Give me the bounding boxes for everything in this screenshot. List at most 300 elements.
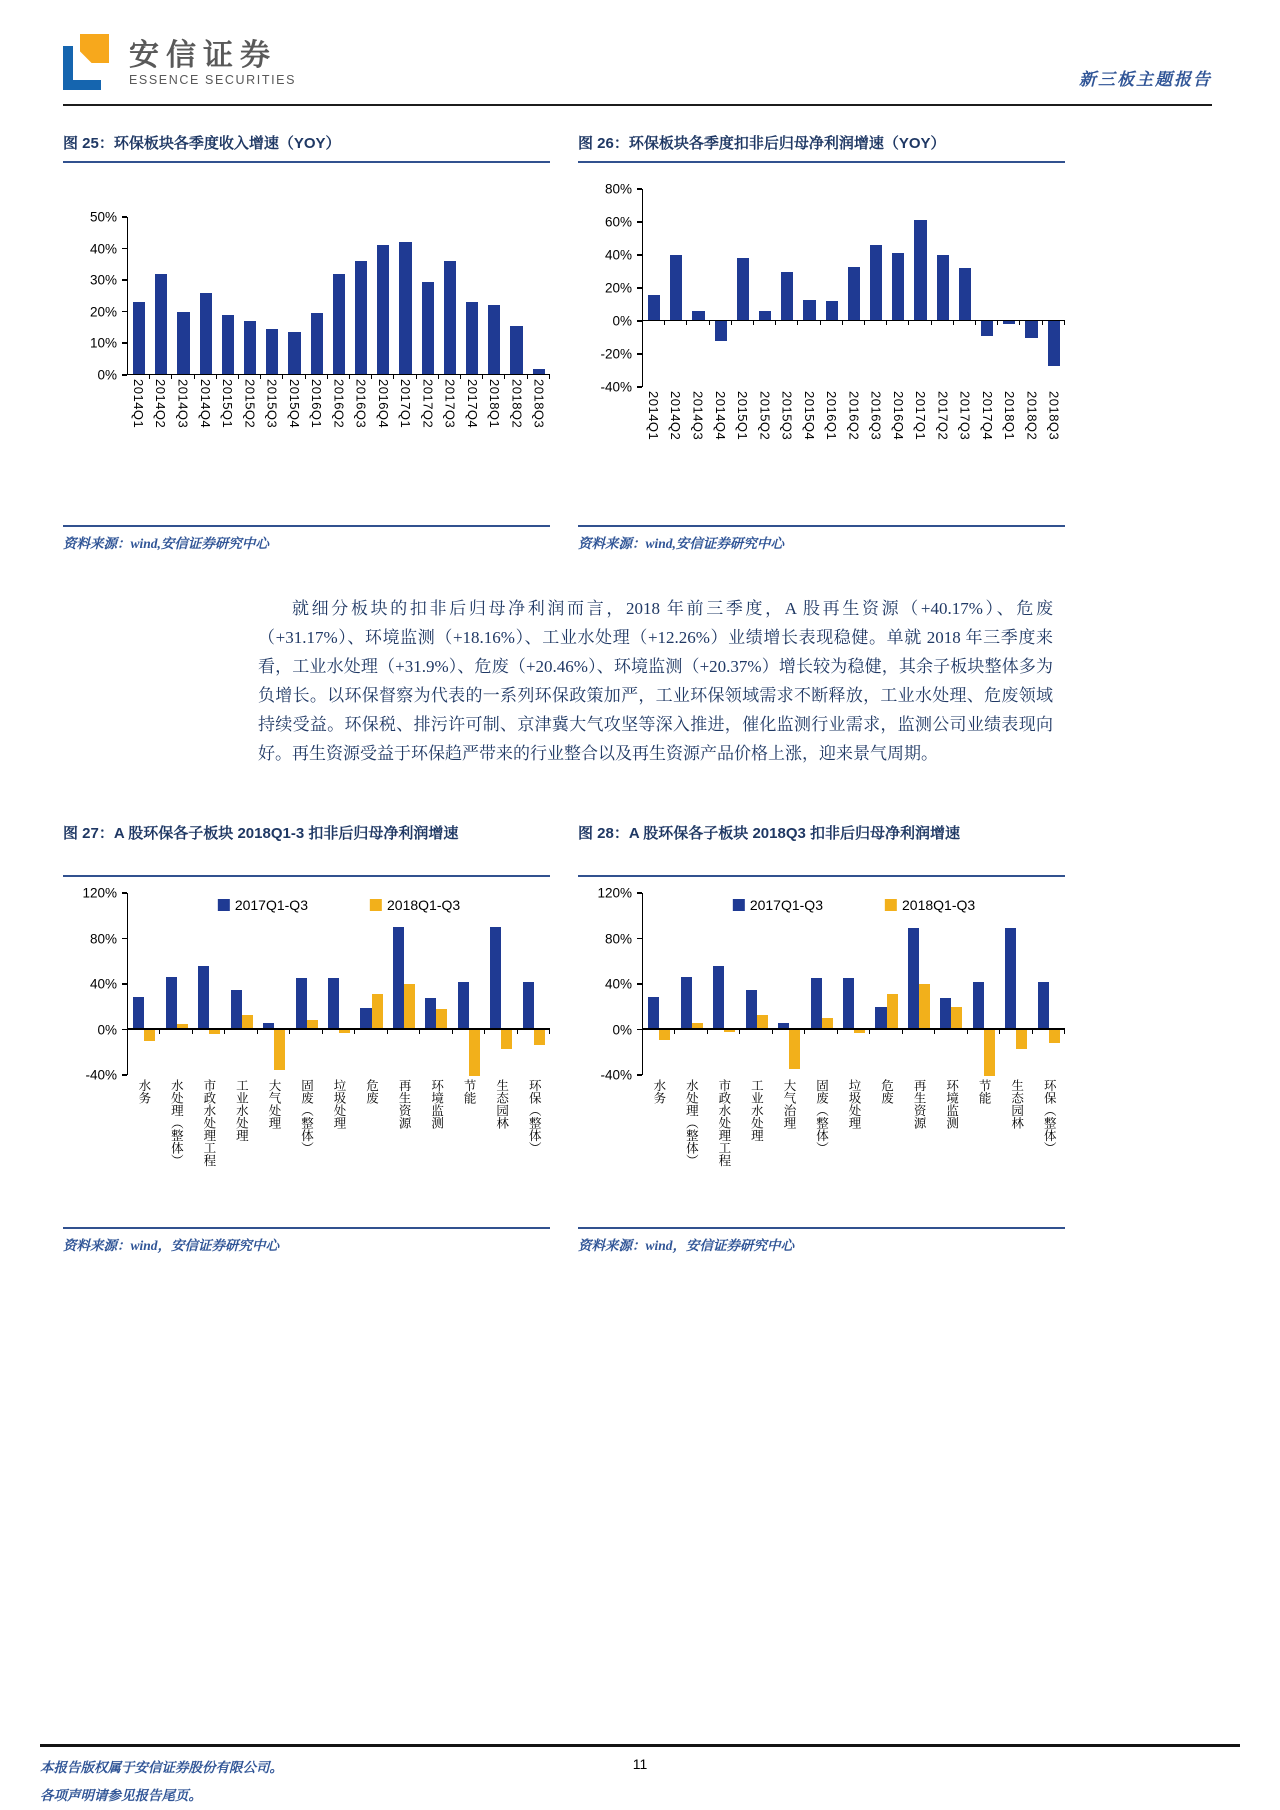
bar [715, 321, 727, 341]
x-axis-tick-mark [686, 321, 687, 325]
y-axis-tick-label: -40% [600, 1067, 632, 1083]
x-axis-label [283, 379, 305, 428]
x-axis-label [865, 391, 887, 440]
figure-27-source: 资料来源：wind，安信证券研究中心 [63, 1227, 550, 1254]
bar-group [518, 893, 550, 1075]
x-axis-label [327, 379, 349, 428]
bar [444, 261, 456, 375]
bar [892, 253, 904, 321]
axis-corner [578, 387, 642, 440]
x-axis-label-text: 2017Q1 [913, 391, 929, 441]
bar-group [323, 893, 355, 1075]
bar-group [485, 893, 517, 1075]
x-axis-tick-mark [416, 375, 417, 379]
x-axis-tick-mark [354, 1030, 355, 1034]
x-axis-label [887, 391, 909, 440]
bar [959, 268, 971, 321]
x-axis-label [420, 1079, 453, 1167]
x-axis-label [149, 379, 171, 428]
x-axis-label [870, 1079, 903, 1167]
bar [875, 1007, 886, 1030]
page-number: 11 [632, 1756, 648, 1772]
plot-area [642, 893, 1065, 1075]
bar [436, 1009, 447, 1029]
bar-group [225, 893, 257, 1075]
x-axis-label-text: 2015Q3 [264, 379, 280, 429]
x-axis-label [837, 1079, 870, 1167]
x-axis-tick-mark [664, 321, 665, 325]
x-axis-label [483, 379, 505, 428]
x-axis-label [192, 1079, 225, 1167]
x-axis-label [902, 1079, 935, 1167]
axis-corner [63, 1075, 127, 1167]
x-axis-tick-mark [886, 321, 887, 325]
figure-27-chart [63, 885, 550, 1167]
x-axis-label [394, 379, 416, 428]
legend-label: 2018Q1-Q3 [902, 897, 976, 913]
bar-group [128, 893, 160, 1075]
x-axis-label [1000, 1079, 1033, 1167]
x-axis-label-text: 2014Q4 [712, 391, 728, 441]
bar [1003, 321, 1015, 324]
bar-group [528, 217, 550, 375]
bar-group [195, 217, 217, 375]
page-footer [40, 1744, 1240, 1810]
x-axis-label [172, 379, 194, 428]
x-axis-label [820, 391, 842, 440]
x-axis-label-text: 2018Q2 [1024, 391, 1040, 441]
bar [648, 295, 660, 321]
bar [231, 990, 242, 1030]
body-paragraph: 就细分板块的扣非后归母净利润而言，2018 年前三季度，A 股再生资源（+40.17%）、危废（+31.17%）、环境监测（+18.16%）、工业水处理（+12.26%）业绩增长表现稳健。单就 2018 年三季度来看，工业水处理（+31.9%）、危废（+20.46%）、环境监测（+20.37%）增长较为稳健，其余子板块整体多为负增长。以环保督察为代表的一系列环保政策加严，工业环保领域需求不断释放，工业水处理、危废领域持续受益。环保税、排污许可制、京津冀大气攻坚等深入推进，催化监测行业需求，监测公司业绩表现向好。再生资源受益于环保趋严带来的行业整合以及再生资源产品价格上涨，迎来景气周期。 [258, 599, 1053, 763]
bar [919, 984, 930, 1030]
bar [981, 321, 993, 336]
x-axis-label-text: 环保（整体） [527, 1079, 542, 1154]
logo-blue-shape [63, 46, 101, 90]
bar [393, 927, 404, 1029]
x-axis-label-text: 2016Q1 [824, 391, 840, 441]
bar [425, 998, 436, 1030]
x-axis-label-text: 工业水处理 [749, 1079, 764, 1142]
x-axis-label-text: 2015Q2 [757, 391, 773, 441]
x-axis-label-text: 环境监测 [944, 1079, 959, 1129]
bar [781, 272, 793, 322]
x-axis-tick-mark [549, 1030, 550, 1034]
x-axis-label-text: 2014Q2 [668, 391, 684, 441]
bar-group [968, 893, 1000, 1075]
bar [1005, 928, 1016, 1029]
bar-group [328, 217, 350, 375]
bar-group [283, 217, 305, 375]
x-axis-labels [127, 1075, 550, 1167]
x-axis-label-text: 2017Q1 [398, 379, 414, 429]
y-axis-tick-label: 50% [89, 209, 117, 225]
bar-group [1000, 893, 1032, 1075]
x-axis-label-text: 2018Q2 [509, 379, 525, 429]
bar [908, 928, 919, 1029]
bar [288, 332, 300, 375]
x-axis-label-text: 2016Q4 [890, 391, 906, 441]
bar [648, 997, 659, 1030]
x-axis-label [798, 391, 820, 440]
x-axis-label-text: 2014Q1 [130, 379, 146, 429]
bar [534, 1030, 545, 1046]
plot-area [127, 217, 550, 375]
x-axis-label [194, 379, 216, 428]
bar-group [372, 217, 394, 375]
x-axis-tick-mark [282, 375, 283, 379]
y-axis-tick-label: 40% [604, 976, 632, 992]
x-axis-label-text: 2018Q1 [1002, 391, 1018, 441]
bar [311, 313, 323, 375]
figure-28 [578, 822, 1065, 1254]
x-axis-tick-mark [908, 321, 909, 325]
bar [333, 274, 345, 375]
x-axis-label-text: 2015Q1 [735, 391, 751, 441]
x-axis-label [1021, 391, 1043, 440]
figure-25-title: 图 25：环保板块各季度收入增速（YOY） [63, 132, 550, 163]
bar [466, 302, 478, 375]
y-axis-tick-label: 0% [97, 1022, 117, 1037]
x-axis-label-text: 2017Q4 [464, 379, 480, 429]
bar [973, 982, 984, 1030]
figure-28-chart [578, 885, 1065, 1167]
bar-group [350, 217, 372, 375]
x-axis-label [517, 1079, 550, 1167]
bar [737, 258, 749, 321]
x-axis-label-text: 2016Q3 [868, 391, 884, 441]
bar-group [150, 217, 172, 375]
y-axis-tick-label: 30% [89, 272, 117, 288]
figure-26-chart [578, 181, 1065, 441]
legend-label: 2018Q1-Q3 [387, 897, 461, 913]
x-axis-label-text: 生态园林 [1009, 1079, 1024, 1129]
figure-26 [578, 132, 1065, 552]
legend-item [218, 897, 308, 913]
x-axis-label [387, 1079, 420, 1167]
bar [523, 982, 534, 1030]
bar [328, 978, 339, 1029]
x-axis-tick-mark [527, 375, 528, 379]
bar-group [932, 189, 954, 387]
legend-item [733, 897, 823, 913]
bar [490, 927, 501, 1029]
bar-group [843, 189, 865, 387]
bar-group [675, 893, 707, 1075]
x-axis-label [216, 379, 238, 428]
plot-area [127, 893, 550, 1075]
x-axis-label [372, 379, 394, 428]
bar-group [903, 893, 935, 1075]
bar [422, 282, 434, 375]
y-axis-tick-label: 20% [89, 304, 117, 320]
x-axis-tick-mark [149, 375, 150, 379]
bar [746, 990, 757, 1030]
x-axis-label-text: 市政水处理工程 [716, 1079, 731, 1167]
bar-group [821, 189, 843, 387]
x-axis-tick-mark [257, 1030, 258, 1034]
x-axis-label [528, 379, 550, 428]
x-axis-label [642, 391, 664, 440]
bar-group [1033, 893, 1065, 1075]
x-axis-label [675, 1079, 708, 1167]
x-axis-label-text: 节能 [977, 1079, 992, 1104]
y-axis-tick-label: 0% [612, 313, 632, 329]
logo-cube-icon [63, 34, 113, 92]
x-axis-tick-mark [842, 321, 843, 325]
x-axis-label-text: 2016Q1 [309, 379, 325, 429]
x-axis-label-text: 再生资源 [397, 1079, 412, 1129]
x-axis-tick-mark [549, 375, 550, 379]
x-axis-tick-mark [216, 375, 217, 379]
figure-28-title: 图 28：A 股环保各子板块 2018Q3 扣非后归母净利润增速 [578, 822, 1065, 877]
x-axis-label [967, 1079, 1000, 1167]
figure-25-source: 资料来源：wind,安信证券研究中心 [63, 525, 550, 552]
x-axis-label-text: 水处理（整体） [684, 1079, 699, 1167]
y-axis-tick-label: 80% [604, 181, 632, 197]
x-axis-label [416, 379, 438, 428]
legend-swatch [885, 899, 897, 911]
x-axis-tick-mark [327, 375, 328, 379]
x-axis-label [642, 1079, 675, 1167]
x-axis-tick-mark [224, 1030, 225, 1034]
x-axis-tick-mark [159, 1030, 160, 1034]
x-axis-label [842, 391, 864, 440]
x-axis-label [506, 379, 528, 428]
zero-axis-line [128, 374, 550, 376]
bar-group [687, 189, 709, 387]
x-axis-tick-mark [1064, 321, 1065, 325]
x-axis-label [127, 1079, 160, 1167]
bar [713, 966, 724, 1030]
x-axis-tick-mark [194, 375, 195, 379]
x-axis-label-text: 2017Q4 [979, 391, 995, 441]
x-axis-tick-mark [1019, 321, 1020, 325]
x-axis-tick-mark [997, 321, 998, 325]
bar-group [160, 893, 192, 1075]
x-axis-tick-mark [460, 375, 461, 379]
x-axis-label-text: 再生资源 [912, 1079, 927, 1129]
bar [222, 315, 234, 375]
bar [377, 245, 389, 375]
bar-group [290, 893, 322, 1075]
bar-group [1020, 189, 1042, 387]
x-axis-tick-mark [902, 1030, 903, 1034]
x-axis-tick-mark [999, 1030, 1000, 1034]
x-axis-label-text: 2016Q4 [375, 379, 391, 429]
bar-group [258, 893, 290, 1075]
x-axis-tick-mark [775, 321, 776, 325]
x-axis-label-text: 垃圾处理 [332, 1079, 347, 1129]
y-axis [578, 885, 642, 1083]
x-axis-tick-mark [931, 321, 932, 325]
x-axis-tick-mark [709, 321, 710, 325]
bar-group [954, 189, 976, 387]
x-axis-label-text: 水务 [136, 1079, 151, 1104]
x-axis-tick-mark [1042, 321, 1043, 325]
y-axis-tick-label: -40% [600, 379, 632, 395]
bar [488, 305, 500, 375]
x-axis-label-text: 2014Q1 [645, 391, 661, 441]
bar-group [306, 217, 328, 375]
y-axis-tick-label: 80% [89, 931, 117, 946]
bar [1025, 321, 1037, 337]
x-axis-tick-mark [517, 1030, 518, 1034]
x-axis-label [909, 391, 931, 440]
axis-corner [578, 1075, 642, 1167]
x-axis-label-text: 2016Q2 [331, 379, 347, 429]
bar-group [909, 189, 931, 387]
bar-group [798, 189, 820, 387]
x-axis-tick-mark [260, 375, 261, 379]
x-axis-label-text: 2017Q2 [935, 391, 951, 441]
figure-row-top [63, 132, 1217, 552]
y-axis-tick-label: 40% [89, 241, 117, 257]
x-axis-label [805, 1079, 838, 1167]
bar [133, 997, 144, 1030]
x-axis-label-text: 节能 [462, 1079, 477, 1104]
bar [155, 274, 167, 375]
x-axis-label-text: 2015Q1 [220, 379, 236, 429]
bar-group [838, 893, 870, 1075]
bar [681, 977, 692, 1029]
figure-25 [63, 132, 550, 552]
bar [166, 977, 177, 1029]
x-axis-label [160, 1079, 193, 1167]
bar-group [976, 189, 998, 387]
figure-27 [63, 822, 550, 1254]
x-axis-label-text: 大气处理 [266, 1079, 281, 1129]
x-axis-label [664, 391, 686, 440]
bar-group [483, 217, 505, 375]
logo-company-name-en: ESSENCE SECURITIES [129, 72, 297, 87]
x-axis-tick-mark [1032, 1030, 1033, 1034]
footer-disclaimer-line: 各项声明请参见报告尾页。 [40, 1788, 202, 1804]
x-axis-label [305, 379, 327, 428]
x-axis-label [238, 379, 260, 428]
x-axis-label [355, 1079, 388, 1167]
bar-group [420, 893, 452, 1075]
bar [724, 1030, 735, 1032]
bar [458, 982, 469, 1030]
x-axis-label-text: 2018Q3 [531, 379, 547, 429]
x-axis-label-text: 2018Q1 [487, 379, 503, 429]
x-axis-label-text: 固废（整体） [299, 1079, 314, 1154]
bar [200, 293, 212, 375]
x-axis-labels [642, 387, 1065, 440]
legend-item [370, 897, 460, 913]
bar [144, 1030, 155, 1041]
x-axis-label [998, 391, 1020, 440]
x-axis-label-text: 2016Q2 [846, 391, 862, 441]
x-axis-label-text: 危废 [364, 1079, 379, 1104]
x-axis-label-text: 2017Q2 [420, 379, 436, 429]
bar [177, 312, 189, 375]
bar-group [643, 189, 665, 387]
x-axis-label [707, 1079, 740, 1167]
bar [670, 255, 682, 321]
bar [984, 1030, 995, 1077]
x-axis-tick-mark [953, 321, 954, 325]
bar [469, 1030, 480, 1077]
bar-group [643, 893, 675, 1075]
bar [372, 994, 383, 1029]
y-axis-tick-label: -40% [85, 1067, 117, 1083]
x-axis-label-text: 环境监测 [429, 1079, 444, 1129]
bar-group [505, 217, 527, 375]
x-axis-labels [642, 1075, 1065, 1167]
x-axis-label [461, 379, 483, 428]
footer-copyright-line: 本报告版权属于安信证券股份有限公司。 [40, 1760, 283, 1775]
chart-legend [733, 897, 975, 913]
x-axis-label-text: 水处理（整体） [169, 1079, 184, 1167]
x-axis-label [1043, 391, 1065, 440]
y-axis-tick-label: 40% [89, 976, 117, 992]
y-axis-tick-label: 120% [82, 885, 117, 901]
bar [266, 329, 278, 375]
x-axis-label-text: 环保（整体） [1042, 1079, 1057, 1154]
x-axis-label [731, 391, 753, 440]
x-axis-label [257, 1079, 290, 1167]
x-axis-label-text: 固废（整体） [814, 1079, 829, 1154]
y-axis-tick-label: 0% [97, 367, 117, 383]
x-axis-label-text: 2015Q4 [286, 379, 302, 429]
bar-group [461, 217, 483, 375]
bar-group [1043, 189, 1065, 387]
x-axis-label [127, 379, 149, 428]
bar-group [388, 893, 420, 1075]
x-axis-label [439, 379, 461, 428]
x-axis-tick-mark [837, 1030, 838, 1034]
bar [1016, 1030, 1027, 1049]
x-axis-tick-mark [674, 1030, 675, 1034]
bar [951, 1007, 962, 1030]
y-axis-tick-label: 120% [597, 885, 632, 901]
bar-group [870, 893, 902, 1075]
figure-26-title: 图 26：环保板块各季度扣非后归母净利润增速（YOY） [578, 132, 1065, 163]
x-axis-label-text: 2016Q3 [353, 379, 369, 429]
bar-group [439, 217, 461, 375]
x-axis-label-text: 2014Q2 [153, 379, 169, 429]
bar [296, 978, 307, 1029]
x-axis-label [935, 1079, 968, 1167]
x-axis-tick-mark [371, 375, 372, 379]
figure-row-bottom [63, 822, 1217, 1254]
bar-group [665, 189, 687, 387]
x-axis-tick-mark [504, 375, 505, 379]
bar [887, 994, 898, 1029]
x-axis-tick-mark [322, 1030, 323, 1034]
x-axis-tick-mark [772, 1030, 773, 1034]
legend-label: 2017Q1-Q3 [234, 897, 308, 913]
y-axis [578, 181, 642, 395]
y-axis-tick-label: -20% [600, 346, 632, 362]
bar [811, 978, 822, 1029]
bar [914, 220, 926, 321]
x-axis-label [452, 1079, 485, 1167]
bar [274, 1030, 285, 1071]
bar-group [865, 189, 887, 387]
x-axis-tick-mark [452, 1030, 453, 1034]
legend-item [885, 897, 975, 913]
x-axis-tick-mark [820, 321, 821, 325]
bar [1038, 982, 1049, 1030]
bar-group [740, 893, 772, 1075]
x-axis-tick-mark [171, 375, 172, 379]
x-axis-label [1032, 1079, 1065, 1167]
x-axis-label-text: 2014Q3 [175, 379, 191, 429]
x-axis-label-text: 2018Q3 [1046, 391, 1062, 441]
